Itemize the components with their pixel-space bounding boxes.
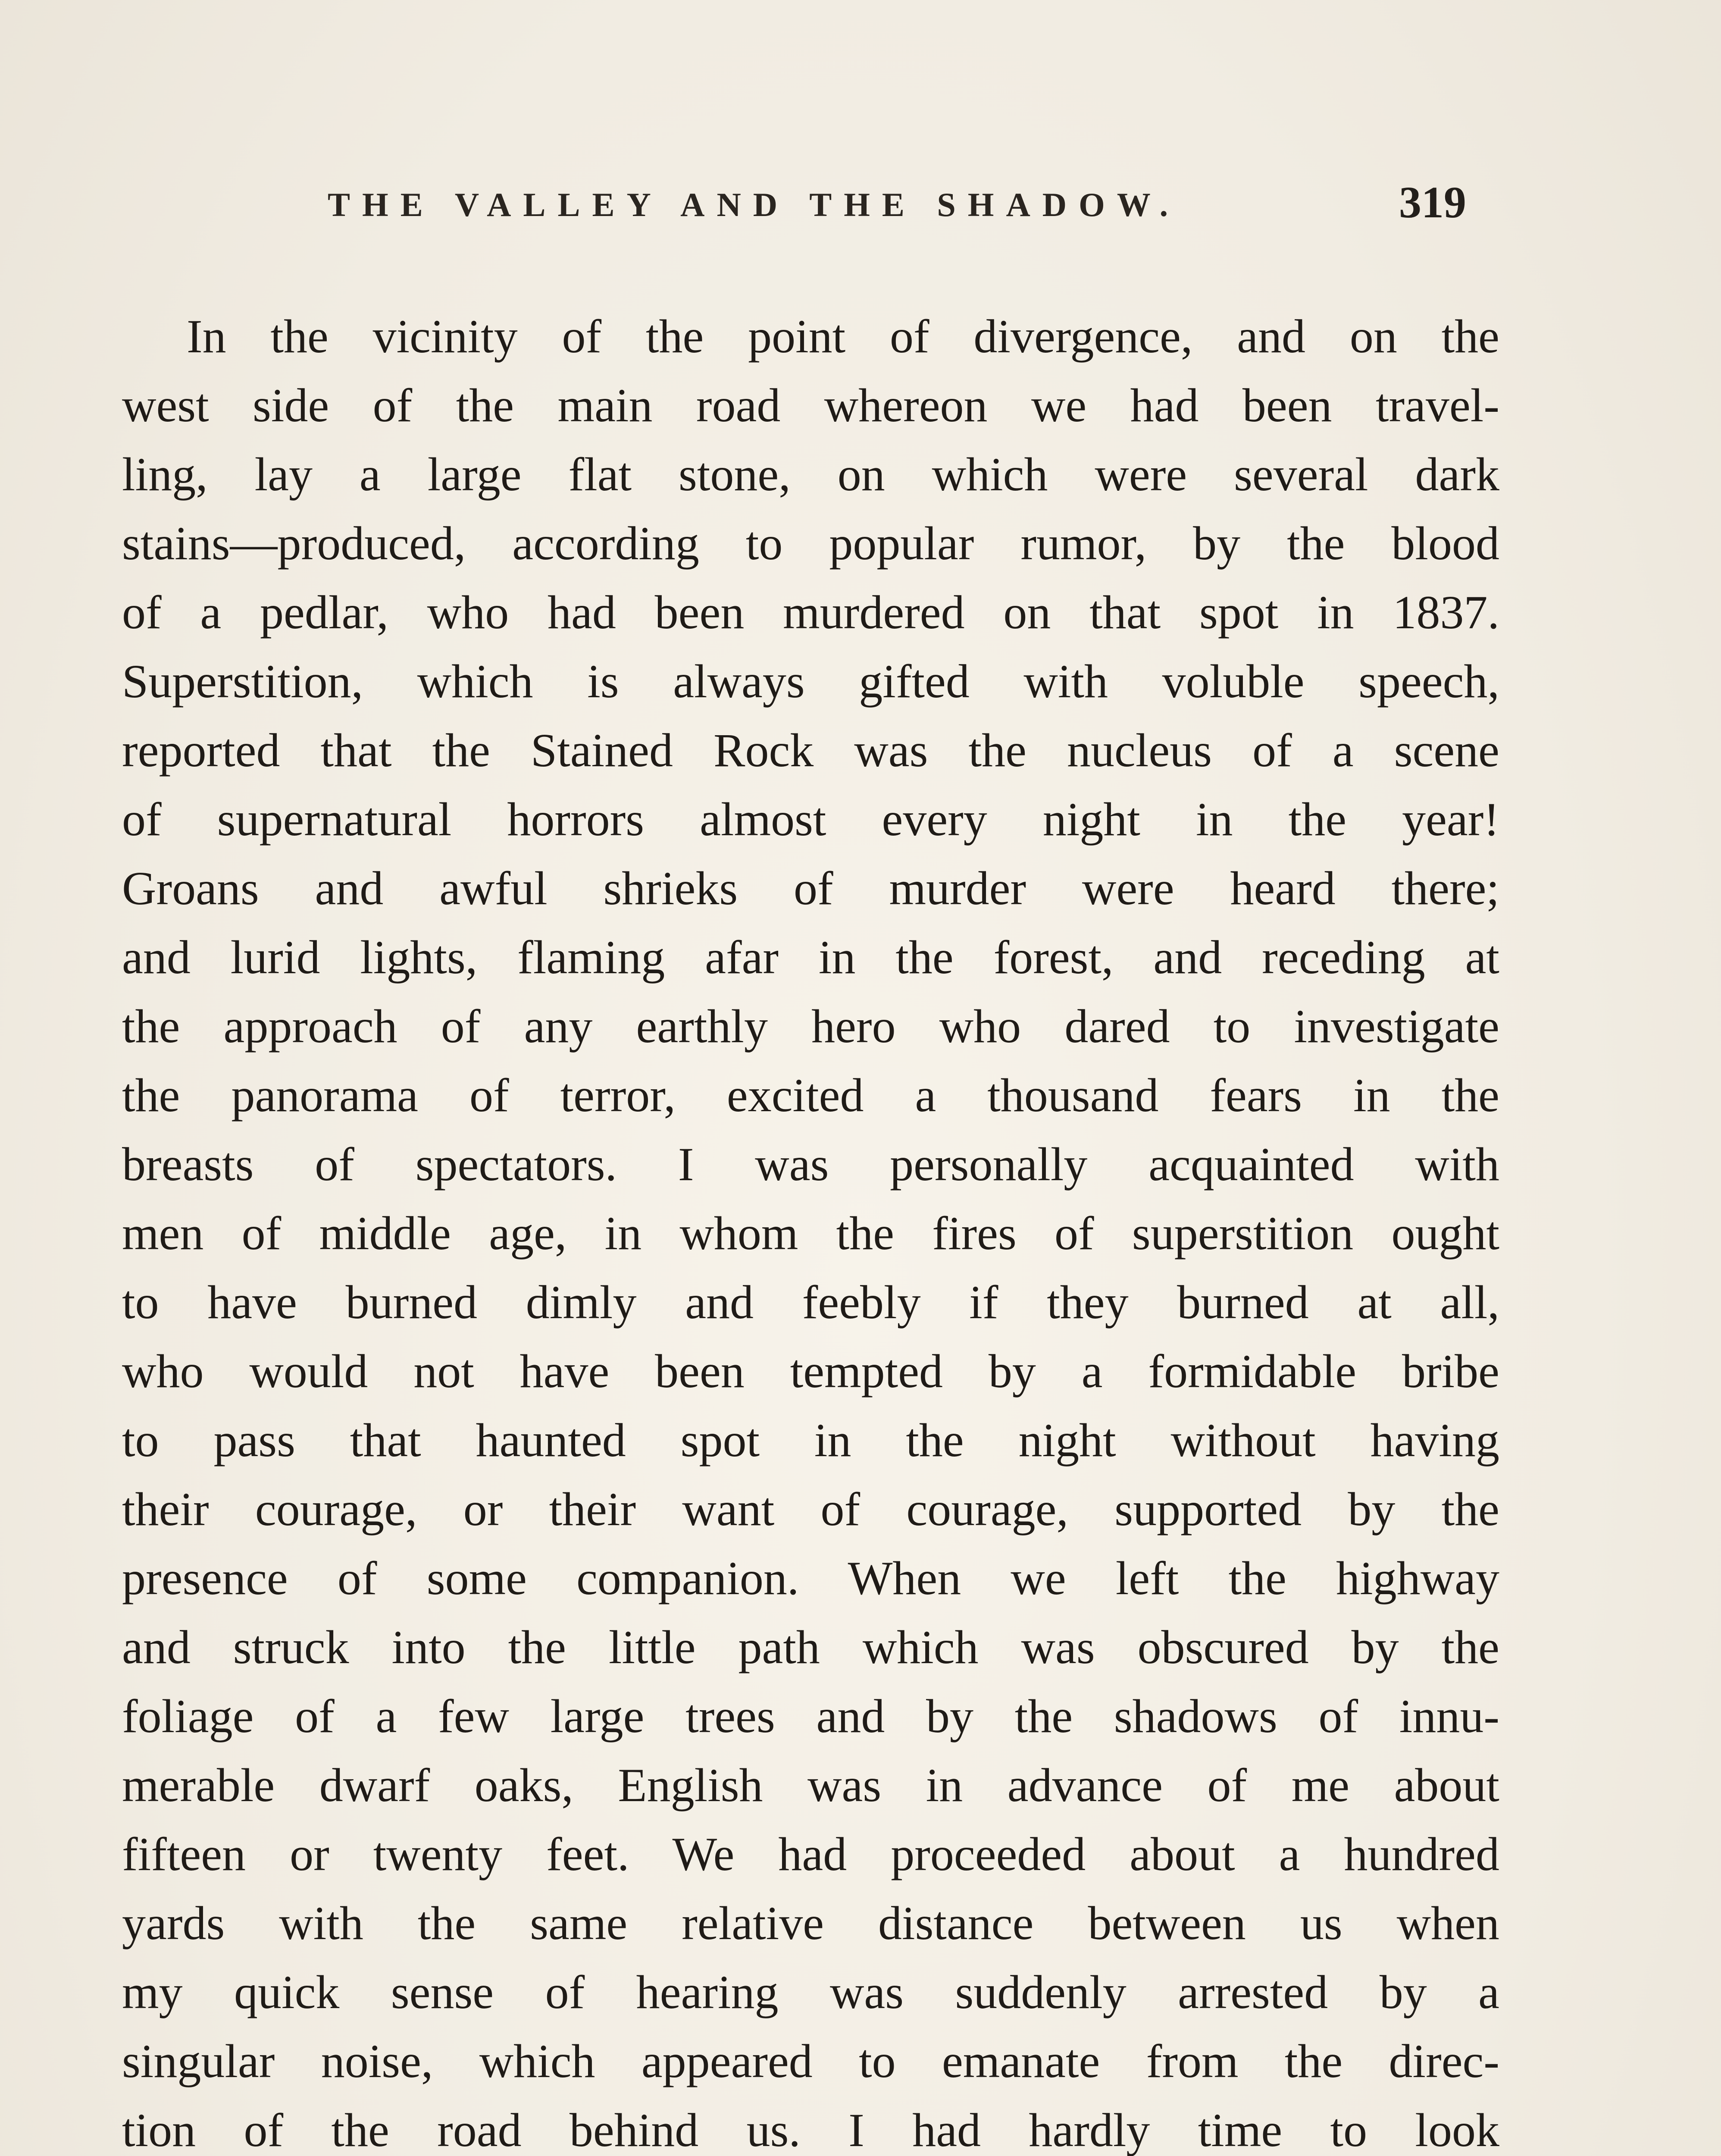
text-line: presence of some companion. When we left the highway <box>122 1552 1499 1604</box>
text-line: to pass that haunted spot in the night without having <box>122 1414 1499 1467</box>
text-line: Groans and awful shrieks of murder were heard there; <box>122 862 1499 915</box>
text-line: of supernatural horrors almost every night in the year! <box>122 793 1499 846</box>
text-line: foliage of a few large trees and by the shadows of innu- <box>122 1690 1499 1742</box>
running-head: THE VALLEY AND THE SHADOW. <box>328 186 1180 223</box>
page-number: 319 <box>1399 178 1466 227</box>
text-line: breasts of spectators. I was personally acquainted with <box>122 1138 1499 1191</box>
text-line: fifteen or twenty feet. We had proceeded about a hundred <box>122 1828 1499 1880</box>
text-line: my quick sense of hearing was suddenly arrested by a <box>122 1966 1499 2018</box>
text-line: west side of the main road whereon we had been travel- <box>122 379 1499 432</box>
text-line: merable dwarf oaks, English was in advance of me about <box>122 1759 1499 1811</box>
text-line: singular noise, which appeared to emanate from the direc- <box>122 2035 1499 2087</box>
text-line: stains—produced, according to popular rumor, by the blood <box>122 517 1499 570</box>
text-line: yards with the same relative distance between us when <box>122 1897 1499 1949</box>
paragraph-1 <box>122 302 1499 2156</box>
text-line: of a pedlar, who had been murdered on that spot in 1837. <box>122 586 1499 639</box>
text-line: to have burned dimly and feebly if they burned at all, <box>122 1276 1499 1329</box>
text-line: In the vicinity of the point of divergence, and on the <box>187 310 1499 363</box>
text-line: and lurid lights, flaming afar in the forest, and receding at <box>122 931 1499 984</box>
text-line: the panorama of terror, excited a thousand fears in the <box>122 1069 1499 1122</box>
text-line: reported that the Stained Rock was the nucleus of a scene <box>122 724 1499 777</box>
text-line: who would not have been tempted by a formidable bribe <box>122 1345 1499 1398</box>
text-line: men of middle age, in whom the fires of superstition ought <box>122 1207 1499 1260</box>
text-line: tion of the road behind us. I had hardly time to look <box>122 2104 1499 2156</box>
text-line: Superstition, which is always gifted with voluble speech, <box>122 655 1499 708</box>
text-line: the approach of any earthly hero who dared to investigate <box>122 1000 1499 1053</box>
text-line: and struck into the little path which was obscured by the <box>122 1621 1499 1673</box>
text-line: their courage, or their want of courage, supported by the <box>122 1483 1499 1536</box>
text-line: ling, lay a large flat stone, on which were several dark <box>122 448 1499 501</box>
body-text <box>122 302 1499 2156</box>
